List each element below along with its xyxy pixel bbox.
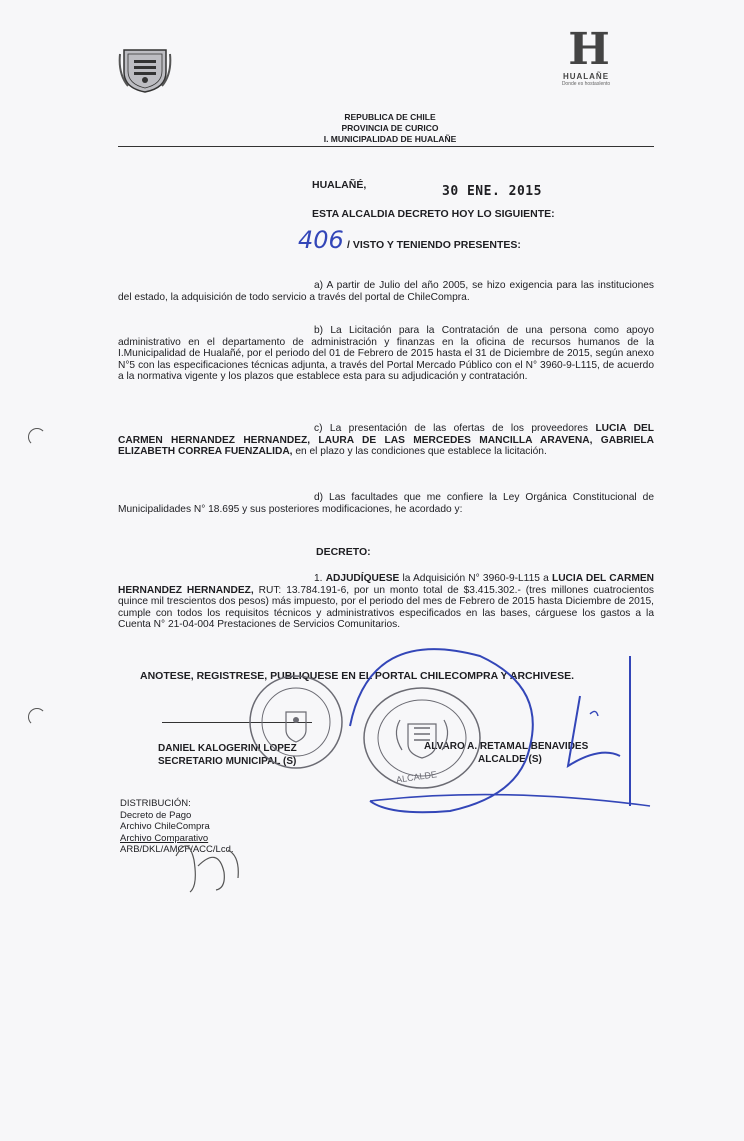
hualane-logo-name: HUALAÑE xyxy=(562,72,610,81)
letterhead xyxy=(250,112,530,145)
hualane-logo-mark: H xyxy=(568,24,604,75)
letterhead-province: PROVINCIA DE CURICO xyxy=(341,123,439,133)
hualane-logo-tagline: Donde es hostaslento xyxy=(561,81,611,87)
decree-heading: ESTA ALCALDIA DECRETO HOY LO SIGUIENTE: xyxy=(312,208,555,220)
decreto-text1: la Adquisición N° 3960-9-L115 a xyxy=(402,573,549,584)
distribution-initials-scribble xyxy=(168,826,258,896)
letterhead-municipality: I. MUNICIPALIDAD DE HUALAÑE xyxy=(323,134,457,144)
decreto-verb: ADJUDÍQUESE xyxy=(325,573,400,584)
mayor-signature xyxy=(330,636,670,826)
distribution-item: Decreto de Pago xyxy=(120,809,192,821)
closing-clause: ANOTESE, REGISTRESE, PUBLIQUESE EN EL PORTAL CHILECOMPRA Y ARCHIVESE. xyxy=(140,670,575,682)
distribution-item: Archivo Comparativo xyxy=(120,832,209,844)
consideration-d: d) Las facultades que me confiere la Ley Orgánica Constitucional de Municipalidades N° 18.695 y sus posteriores modificaciones, he acordado y: xyxy=(118,492,654,515)
left-signatory-name: DANIEL KALOGERINI LOPEZ xyxy=(158,743,297,754)
right-signatory-title: ALCALDE (S) xyxy=(478,754,542,765)
letterhead-country: REPUBLICA DE CHILE xyxy=(344,112,436,122)
distribution-title: DISTRIBUCIÓN: xyxy=(120,798,191,809)
decreto-title: DECRETO: xyxy=(316,546,371,558)
consideration-c xyxy=(118,423,654,458)
distribution-initials: ARB/DKL/AMCF/ACC/Lcd. xyxy=(120,844,234,855)
visto-heading: / VISTO Y TENIENDO PRESENTES: xyxy=(347,239,521,251)
left-signatory-title: SECRETARIO MUNICIPAL (S) xyxy=(158,756,297,767)
consideration-c-intro: c) La presentación de las ofertas de los proveedores xyxy=(314,423,589,434)
hualane-logo xyxy=(556,24,616,98)
decreto-item-1 xyxy=(118,573,654,631)
consideration-c-bidders: LUCIA DEL CARMEN HERNANDEZ HERNANDEZ, LAURA DE LAS MERCEDES MANCILLA ARAVENA, GABRIELA ELIZABETH CORREA FUENZALIDA, xyxy=(118,423,654,458)
consideration-b: b) La Licitación para la Contratación de una persona como apoyo administrativo en el departamento de administración y finanzas en la oficina de recursos humanos de la I.Municipalidad de Hualañé, por el periodo del 01 de Febrero de 2015 hasta el 31 de Diciembre de 2015, según anexo N°5 con las especificaciones técnicas adjunta, a través del Portal Mercado Público con el N° 3960-9-L115, de acuerdo a la normativa vigente y los plazos que establece esta para su adjudicación y contratación. xyxy=(118,325,654,383)
coat-of-arms-logo xyxy=(118,44,172,94)
header-divider xyxy=(118,146,654,147)
decreto-text2: RUT: 13.784.191-6, por un monto total de $3.415.302.- (tres millones cuatrocientos quince mil trescientos dos pesos) más impuesto, por el periodo del mes de Febrero de 2015 hasta Diciembre de 2015, cumple con todos los requisitos técnicos y administrativos especificados en las bases, cárguese los gastos a la Cuenta N° 21-04-004 Prestaciones de Servicios Comunitarios. xyxy=(118,584,654,631)
distribution-item: Archivo ChileCompra xyxy=(120,821,210,832)
handwritten-decree-number: 406 xyxy=(298,226,344,254)
decreto-item-number: 1. xyxy=(314,573,323,584)
place-label: HUALAÑÉ, xyxy=(312,179,367,191)
consideration-a: a) A partir de Julio del año 2005, se hizo exigencia para las instituciones del estado, la adquisición de todo servicio a través del portal de ChileCompra. xyxy=(118,280,654,303)
date-stamp: 30 ENE. 2015 xyxy=(442,184,542,199)
punch-hole-mark xyxy=(28,428,46,446)
awardee-name: LUCIA DEL CARMEN HERNANDEZ HERNANDEZ, xyxy=(118,573,654,596)
punch-hole-mark xyxy=(28,708,46,726)
right-signatory-name: ALVARO A. RETAMAL BENAVIDES xyxy=(424,741,589,752)
consideration-c-end: en el plazo y las condiciones que establece la licitación. xyxy=(295,446,547,458)
mayor-seal-label: ALCALDE xyxy=(395,769,438,785)
